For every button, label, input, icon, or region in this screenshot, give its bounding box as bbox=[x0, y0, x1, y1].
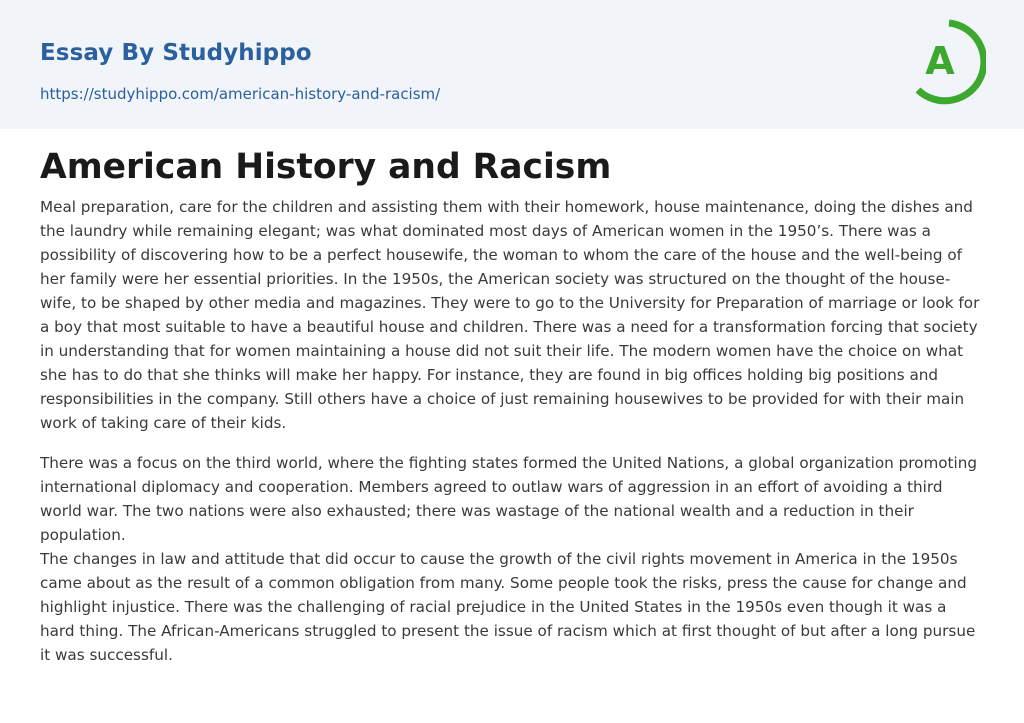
essay-paragraph: The changes in law and attitude that did occur to cause the growth of the civil rights movement in America in the 1950s came about as the result of a common obligation from many. Some people took the risks, press the cause for change and highlight injustice. There was the challenging of racial prejudice in the United States in the 1950s even though it was a hard thing. The African-Americans struggled to present the issue of racism which at first thought of but after a long pursue it was successful. bbox=[40, 550, 976, 664]
site-brand[interactable]: Essay By Studyhippo bbox=[40, 40, 312, 66]
site-header bbox=[0, 0, 1024, 129]
essay-body bbox=[40, 195, 984, 667]
logo-letter: A bbox=[925, 39, 955, 83]
studyhippo-logo-icon[interactable] bbox=[912, 19, 986, 105]
essay-title: American History and Racism bbox=[40, 147, 612, 187]
essay-url-link[interactable]: https://studyhippo.com/american-history-and-racism/ bbox=[40, 85, 441, 103]
essay-paragraph: Meal preparation, care for the children and assisting them with their homework, house maintenance, doing the dishes and the laundry while remaining elegant; was what dominated most days of American women in the 1950’s. There was a possibility of discovering how to be a perfect housewife, the woman to whom the care of the house and the well-being of her family were her essential priorities. In the 1950s, the American society was structured on the thought of the house-wife, to be shaped by other media and magazines. They were to go to the University for Preparation of marriage or look for a boy that most suitable to have a beautiful house and children. There was a need for a transformation forcing that society in understanding that for women maintaining a house did not suit their life. The modern women have the choice on what she has to do that she thinks will make her happy. For instance, they are found in big offices holding big positions and responsibilities in the company. Still others have a choice of just remaining housewives to be provided for with their main work of taking care of their kids. bbox=[40, 198, 980, 432]
essay-paragraph: There was a focus on the third world, where the fighting states formed the United Nations, a global organization promoting international diplomacy and cooperation. Members agreed to outlaw wars of aggression in an effort of avoiding a third world war. The two nations were also exhausted; there was wastage of the national wealth and a reduction in their population. bbox=[40, 454, 977, 544]
